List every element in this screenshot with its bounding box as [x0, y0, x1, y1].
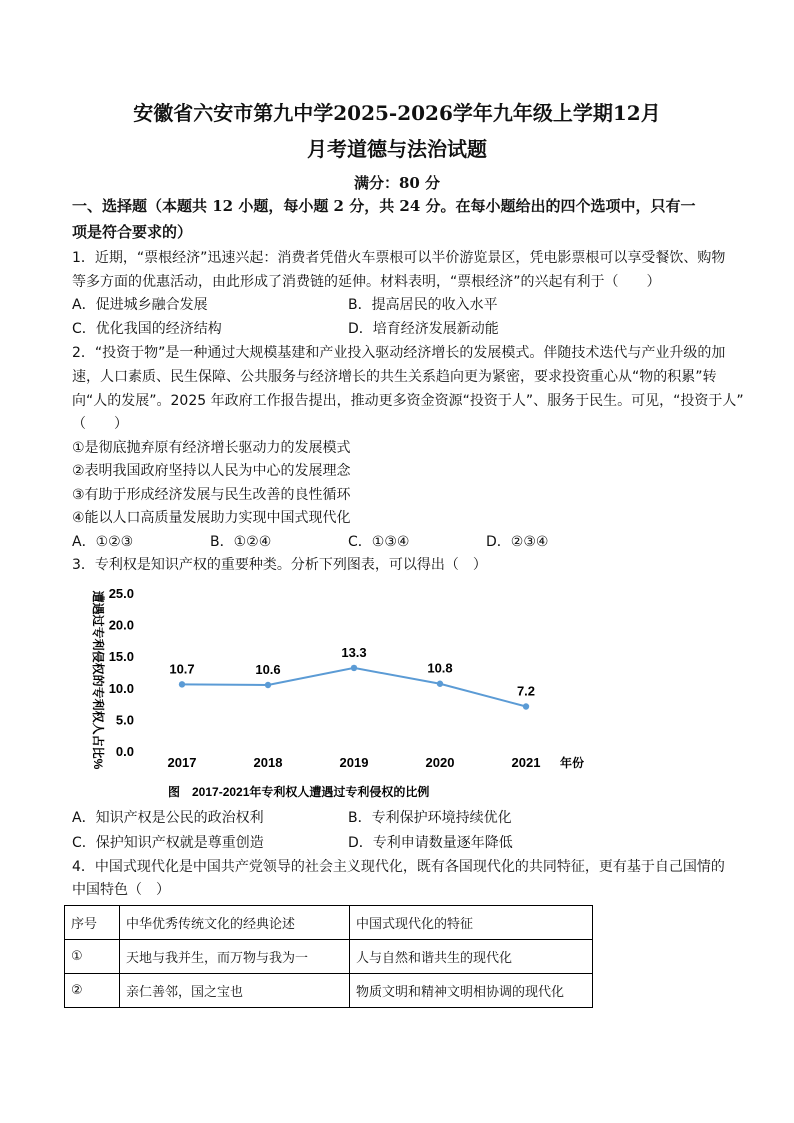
- q2-stem-line1: 2．“投资于物”是一种通过大规模基建和产业投入驱动经济增长的发展模式。伴随技术迭代与产业升级的加: [72, 345, 726, 361]
- data-label: 10.7: [169, 661, 195, 677]
- data-label: 7.2: [516, 683, 536, 699]
- chart-caption: 图 2017-2021年专利权人遭遇过专利侵权的比例: [168, 785, 430, 799]
- table-header-row: [65, 906, 593, 940]
- q2-option-a: A．①②③: [72, 534, 134, 550]
- q3-option-c: C．保护知识产权就是尊重创造: [72, 835, 264, 851]
- chart-series-line: [182, 668, 526, 707]
- q1-stem-line2: 等多方面的优惠活动，由此形成了消费链的延伸。材料表明，“票根经济”的兴起有利于（ ）: [72, 274, 661, 290]
- data-point: [265, 682, 271, 688]
- exam-title-line2: 月考道德与法治试题: [307, 137, 487, 161]
- q2-option-d: D．②③④: [486, 534, 549, 550]
- section-heading-line1: 一、选择题（本题共 12 小题，每小题 2 分，共 24 分。在每小题给出的四个选项中，只有一: [72, 197, 696, 215]
- q4-stem-line1: 4．中国式现代化是中国共产党领导的社会主义现代化，既有各国现代化的共同特征，更有基于自己国情的: [72, 859, 725, 875]
- table-header-cell: 中国式现代化的特征: [350, 906, 593, 940]
- table-cell: 天地与我并生，而万物与我为一: [120, 940, 350, 974]
- q2-statement-4: ④能以人口高质量发展助力实现中国式现代化: [72, 510, 351, 526]
- data-point: [351, 665, 357, 671]
- data-label: 10.6: [255, 662, 281, 678]
- table-header-cell: 序号: [65, 906, 120, 940]
- x-tick-label: 2021: [511, 755, 541, 770]
- x-tick-label: 2017: [167, 755, 197, 770]
- table-cell: 物质文明和精神文明相协调的现代化: [350, 974, 593, 1008]
- table-cell: ②: [65, 974, 120, 1008]
- q1-option-c: C．优化我国的经济结构: [72, 321, 222, 337]
- table-header-cell: 中华优秀传统文化的经典论述: [120, 906, 350, 940]
- data-label: 10.8: [427, 660, 453, 676]
- table-cell: 人与自然和谐共生的现代化: [350, 940, 593, 974]
- q3-option-b: B．专利保护环境持续优化: [348, 810, 512, 826]
- q4-table: [64, 905, 593, 1008]
- data-point: [437, 681, 443, 687]
- data-point: [179, 681, 185, 687]
- q1-option-a: A．促进城乡融合发展: [72, 297, 208, 313]
- exam-title-line1: 安徽省六安市第九中学2025-2026学年九年级上学期12月: [133, 101, 661, 125]
- section-heading-line2: 项是符合要求的）: [72, 223, 193, 241]
- q2-stem-line4: （ ）: [72, 416, 128, 432]
- x-tick-label: 2020: [425, 755, 455, 770]
- q2-statement-3: ③有助于形成经济发展与民生改善的良性循环: [72, 487, 351, 503]
- x-tick-label: 2018: [253, 755, 283, 770]
- table-row: [65, 940, 593, 974]
- patent-infringement-line-chart: [72, 580, 632, 810]
- table-row: [65, 974, 593, 1008]
- q2-stem-line3: 向“人的发展”。2025 年政府工作报告提出，推动更多资金资源“投资于人”、服务于民生。可见，“投资于人”: [72, 393, 744, 409]
- q2-statement-1: ①是彻底抛弃原有经济增长驱动力的发展模式: [72, 440, 351, 456]
- y-tick-label: 5.0: [115, 712, 134, 728]
- chart-x-axis-label: 年份: [560, 756, 585, 770]
- total-score: 满分：80 分: [353, 174, 441, 192]
- table-cell: ①: [65, 940, 120, 974]
- y-tick-label: 25.0: [108, 586, 134, 601]
- q2-option-c: C．①③④: [348, 534, 410, 550]
- data-point: [523, 703, 529, 709]
- q2-option-b: B．①②④: [210, 534, 272, 550]
- q3-option-d: D．专利申请数量逐年降低: [348, 835, 513, 851]
- y-tick-label: 20.0: [108, 617, 134, 633]
- q2-statement-2: ②表明我国政府坚持以人民为中心的发展理念: [72, 463, 351, 479]
- q4-stem-line2: 中国特色（ ）: [72, 882, 170, 898]
- q3-stem: 3．专利权是知识产权的重要种类。分析下列图表，可以得出（ ）: [72, 557, 487, 573]
- table-cell: 亲仁善邻，国之宝也: [120, 974, 350, 1008]
- y-tick-label: 15.0: [108, 649, 134, 665]
- q2-stem-line2: 速，人口素质、民生保障、公共服务与经济增长的共生关系趋向更为紧密，要求投资重心从“物的积累”转: [72, 369, 717, 385]
- q1-option-b: B．提高居民的收入水平: [348, 297, 498, 313]
- y-tick-label: 0.0: [115, 744, 134, 759]
- y-tick-label: 10.0: [108, 680, 134, 696]
- q1-option-d: D．培育经济发展新动能: [348, 321, 499, 337]
- data-label: 13.3: [341, 644, 367, 660]
- chart-y-axis-label: 遭遇过专利侵权的专利权人占比%: [91, 590, 105, 770]
- q3-option-a: A．知识产权是公民的政治权利: [72, 810, 264, 826]
- q1-stem-line1: 1．近期，“票根经济”迅速兴起：消费者凭借火车票根可以半价游览景区，凭电影票根可以享受餐饮、购物: [72, 250, 726, 266]
- x-tick-label: 2019: [339, 755, 369, 770]
